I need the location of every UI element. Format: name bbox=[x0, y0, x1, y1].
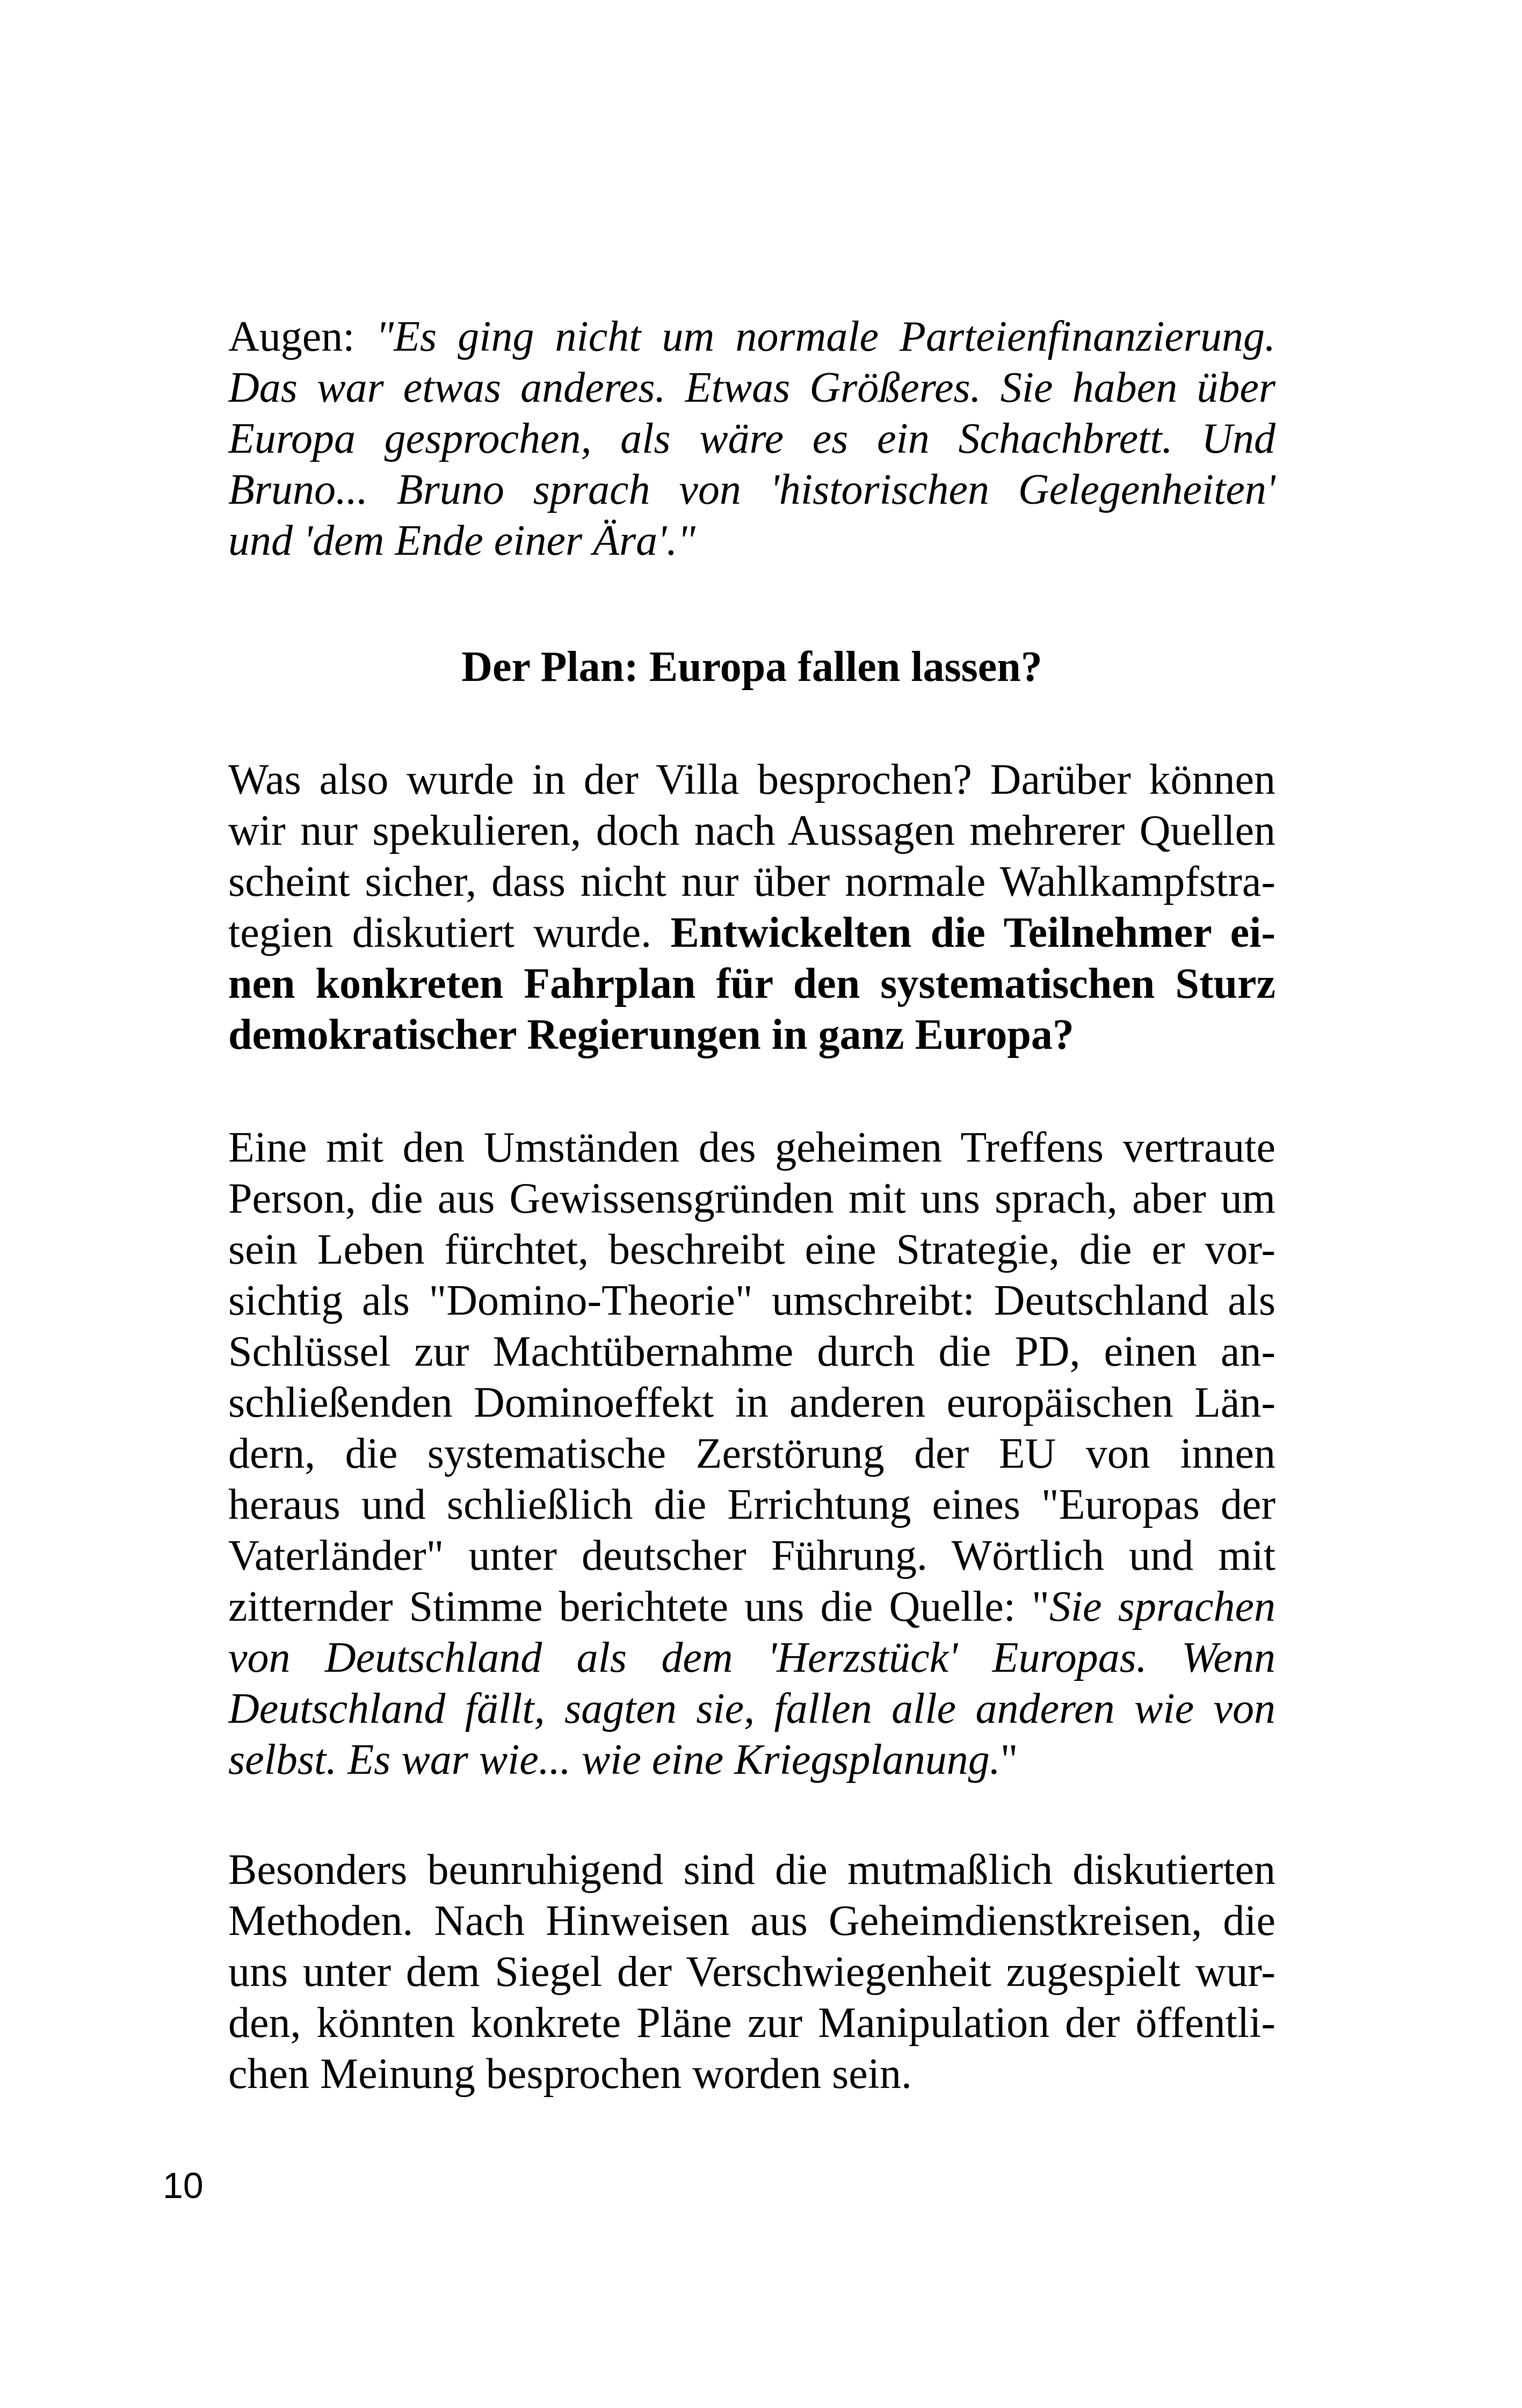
quote-text: Bruno... Bruno sprach von 'historischen Gelegenheiten' bbox=[228, 466, 1275, 513]
text-run: dern, die systematische Zerstörung der EU von innen bbox=[228, 1430, 1275, 1477]
text-line bbox=[228, 516, 1275, 567]
bold-text: nen konkreten Fahrplan für den systematischen Sturz bbox=[228, 960, 1275, 1007]
quote-text: Deutschland fällt, sagten sie, fallen alle anderen wie von bbox=[228, 1685, 1275, 1732]
quote-text: "Es ging nicht um normale Parteienfinanzierung. bbox=[375, 313, 1275, 360]
text-line bbox=[228, 959, 1275, 1010]
text-line bbox=[228, 1224, 1275, 1275]
text-run: chen Meinung besprochen worden sein. bbox=[228, 2050, 912, 2098]
text-run: Eine mit den Umständen des geheimen Treffens vertraute bbox=[228, 1124, 1275, 1171]
text-run: scheint sicher, dass nicht nur über normale Wahlkampfstra- bbox=[228, 858, 1275, 905]
page-number: 10 bbox=[163, 2165, 204, 2206]
text-run: Was also wurde in der Villa besprochen? Darüber können bbox=[228, 756, 1275, 803]
text-line bbox=[228, 908, 1275, 959]
text-line bbox=[228, 311, 1275, 362]
text-run: schließenden Dominoeffekt in anderen europäischen Län- bbox=[228, 1379, 1275, 1426]
text-run: tegien diskutiert wurde. bbox=[228, 909, 671, 956]
text-line bbox=[228, 1122, 1275, 1173]
text-run: sein Leben fürchtet, beschreibt eine Strategie, die er vor- bbox=[228, 1226, 1275, 1273]
paragraph-quote-continuation bbox=[228, 311, 1275, 567]
text-line bbox=[228, 1275, 1275, 1326]
quote-text: Das war etwas anderes. Etwas Größeres. Sie haben über bbox=[228, 364, 1275, 411]
text-line bbox=[228, 1173, 1275, 1224]
text-line bbox=[228, 1010, 1275, 1061]
text-line bbox=[228, 414, 1275, 465]
text-run: den, könnten konkrete Pläne zur Manipulation der öffentli- bbox=[228, 1999, 1275, 2047]
text-line bbox=[228, 1845, 1275, 1896]
text-line bbox=[228, 465, 1275, 516]
text-run: heraus und schließlich die Errichtung eines "Europas der bbox=[228, 1481, 1275, 1528]
text-run: zitternder Stimme berichtete uns die Quelle: " bbox=[228, 1583, 1049, 1630]
text-line bbox=[228, 1998, 1275, 2049]
text-line bbox=[228, 1479, 1275, 1531]
text-line bbox=[228, 1896, 1275, 1947]
paragraph-domino-theory bbox=[228, 1122, 1275, 1786]
paragraph-methods bbox=[228, 1845, 1275, 2100]
text-run: " bbox=[1000, 1736, 1018, 1783]
text-run: Schlüssel zur Machtübernahme durch die PD, einen an- bbox=[228, 1328, 1275, 1375]
text-line bbox=[228, 857, 1275, 908]
quote-text: von Deutschland als dem 'Herzstück' Europas. Wenn bbox=[228, 1634, 1275, 1681]
text-run: wir nur spekulieren, doch nach Aussagen mehrerer Quellen bbox=[228, 807, 1275, 854]
text-line bbox=[228, 2049, 1275, 2100]
text-line bbox=[228, 1326, 1275, 1377]
text-run: Besonders beunruhigend sind die mutmaßlich diskutierten bbox=[228, 1846, 1275, 1894]
text-run: Vaterländer" unter deutscher Führung. Wörtlich und mit bbox=[228, 1532, 1275, 1579]
text-line bbox=[228, 1947, 1275, 1998]
bold-text: Entwickelten die Teilnehmer ei- bbox=[670, 909, 1275, 956]
text-run: sichtig als "Domino-Theorie" umschreibt: Deutschland als bbox=[228, 1277, 1275, 1324]
text-line bbox=[228, 1531, 1275, 1582]
text-line bbox=[228, 806, 1275, 857]
text-line bbox=[228, 1582, 1275, 1633]
text-line bbox=[228, 1428, 1275, 1479]
text-line bbox=[228, 1684, 1275, 1735]
section-heading: Der Plan: Europa fallen lassen? bbox=[461, 643, 1042, 691]
text-line bbox=[228, 755, 1275, 806]
paragraph-villa bbox=[228, 755, 1275, 1061]
quote-text: Sie sprachen bbox=[1049, 1583, 1275, 1630]
bold-text: demokratischer Regierungen in ganz Europa? bbox=[228, 1011, 1074, 1058]
text-line bbox=[228, 362, 1275, 414]
text-run: Methoden. Nach Hinweisen aus Geheimdienstkreisen, die bbox=[228, 1897, 1275, 1945]
text-line bbox=[228, 1735, 1275, 1786]
quote-text: Europa gesprochen, als wäre es ein Schachbrett. Und bbox=[228, 415, 1275, 462]
text-run: uns unter dem Siegel der Verschwiegenheit zugespielt wur- bbox=[228, 1948, 1275, 1996]
quote-text: selbst. Es war wie... wie eine Kriegsplanung. bbox=[228, 1736, 1001, 1783]
text-run: Person, die aus Gewissensgründen mit uns sprach, aber um bbox=[228, 1175, 1275, 1222]
quote-text: und 'dem Ende einer Ära'." bbox=[228, 517, 695, 564]
text-line bbox=[228, 1633, 1275, 1684]
text-run: Augen: bbox=[228, 313, 376, 360]
text-line bbox=[228, 1377, 1275, 1428]
